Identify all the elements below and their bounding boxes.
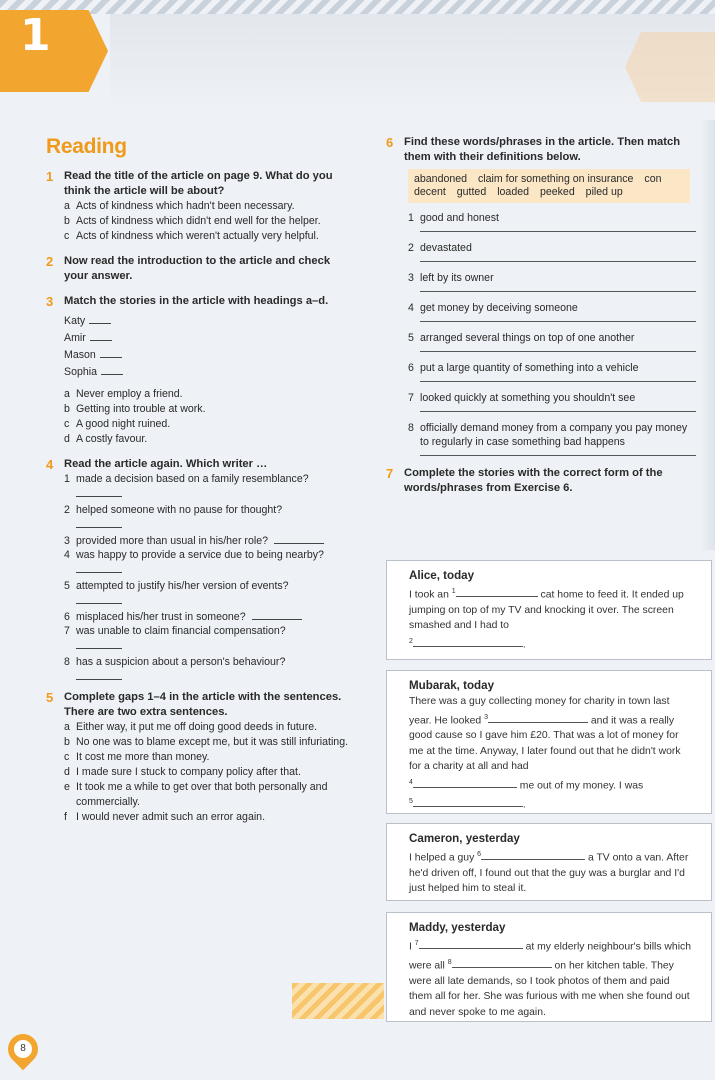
definition-item: [408, 421, 696, 449]
gap-number: 5: [409, 797, 413, 805]
answer-blank[interactable]: [89, 323, 111, 324]
option-text: It took me a while to get over that both personally and commercially.: [76, 781, 328, 808]
story-card-alice: [386, 560, 712, 660]
story-segment: on her kitchen table. They were all late demands, so I took photos of them and paid them all for her. She was furious with me when she found out and never spoke to me again.: [409, 960, 690, 1018]
gap-number: 8: [447, 958, 452, 966]
definition-text: devastated: [420, 242, 472, 254]
gap-blank[interactable]: [452, 958, 552, 968]
answer-blank[interactable]: [274, 534, 324, 544]
page-edge-shadow: [701, 120, 715, 550]
heading-option: [64, 402, 356, 417]
option-letter: a: [64, 388, 70, 400]
definition-item: [408, 211, 696, 225]
question-text: misplaced his/her trust in someone?: [76, 611, 246, 623]
story-segment: .: [522, 799, 526, 811]
option-text: No one was to blame except me, but it was still infuriating.: [76, 736, 349, 748]
sentence-option: [64, 750, 356, 765]
definition-text: put a large quantity of something into a vehicle: [420, 362, 639, 374]
exercise-number: 1: [46, 169, 54, 184]
definition-text: arranged several things on top of one another: [420, 332, 635, 344]
stripe-decoration: [292, 983, 384, 1019]
definition-number: 4: [408, 302, 414, 314]
word-item: claim for something on insurance: [477, 173, 634, 185]
story-text: [409, 936, 691, 1020]
definition-item: [408, 331, 696, 345]
option-letter: a: [64, 200, 70, 212]
heading-option: [64, 387, 356, 402]
option-letter: c: [64, 418, 70, 430]
option-text: Acts of kindness which didn't end well for the helper.: [76, 215, 321, 227]
question-line: [76, 534, 356, 548]
writer-name: Mason: [64, 349, 96, 361]
exercise-number: 7: [386, 466, 394, 481]
gap-number: 3: [484, 713, 488, 721]
sentence-option: [64, 780, 356, 810]
story-title: Maddy, yesterday: [409, 921, 506, 934]
story-card-maddy: [386, 912, 712, 1022]
definition-item: [408, 361, 696, 375]
story-card-cameron: [386, 823, 712, 901]
definition-text: officially demand money from a company you pay money to regularly in case something bad happens: [420, 422, 688, 448]
question-number: 1: [64, 473, 70, 485]
name-row: [64, 330, 356, 347]
header-background: [110, 14, 715, 109]
definition-number: 2: [408, 242, 414, 254]
name-row: [64, 364, 356, 381]
question-item: [64, 534, 356, 548]
story-segment: me out of my money. I was: [516, 780, 644, 792]
option-text: I made sure I stuck to company policy after that.: [76, 766, 301, 778]
story-title: Cameron, yesterday: [409, 832, 520, 845]
definition-text: get money by deceiving someone: [420, 302, 578, 314]
gap-number: 6: [477, 851, 482, 858]
question-number: 4: [64, 549, 70, 561]
gap-blank[interactable]: [481, 850, 585, 860]
exercise-number: 3: [46, 294, 54, 309]
question-text: has a suspicion about a person's behaviour?: [76, 656, 286, 668]
question-number: 5: [64, 580, 70, 592]
story-segment: at my elderly neighbour's bills which were all: [409, 941, 691, 972]
exercise-instruction: Read the article again. Which writer …: [64, 458, 268, 470]
option-item: [64, 214, 356, 229]
question-item: [64, 655, 356, 669]
story-title: Alice, today: [409, 569, 475, 582]
gap-blank[interactable]: [413, 797, 523, 807]
question-item: [64, 548, 356, 562]
option-text: A costly favour.: [76, 433, 148, 445]
answer-blank[interactable]: [76, 669, 122, 680]
sentence-option: [64, 735, 356, 750]
exercise-2: [46, 254, 356, 284]
exercise-instruction: Match the stories in the article with headings a–d.: [64, 295, 329, 307]
gap-blank[interactable]: [413, 778, 517, 788]
question-item: [64, 503, 356, 517]
gap-number: 2: [409, 637, 413, 645]
definition-text: looked quickly at something you shouldn't see: [420, 392, 636, 404]
question-number: 6: [64, 611, 70, 623]
answer-line[interactable]: [420, 225, 696, 232]
writer-name: Sophia: [64, 366, 97, 378]
definition-text: good and honest: [420, 212, 499, 224]
heading-option: [64, 417, 356, 432]
option-text: Acts of kindness which hadn't been necessary.: [76, 200, 295, 212]
exercise-3: [46, 294, 356, 447]
definition-number: 3: [408, 272, 414, 284]
story-segment: I took an: [409, 589, 452, 601]
question-text: made a decision based on a family resemblance?: [76, 473, 309, 485]
story-segment: I: [409, 941, 415, 953]
question-text: helped someone with no pause for thought?: [76, 504, 283, 516]
answer-line[interactable]: [420, 285, 696, 292]
question-text: attempted to justify his/her version of events?: [76, 580, 289, 592]
answer-line[interactable]: [420, 405, 696, 412]
definition-item: [408, 301, 696, 315]
section-title: Reading: [46, 135, 127, 158]
answer-blank[interactable]: [100, 357, 122, 358]
exercise-number: 2: [46, 254, 54, 269]
definition-number: 7: [408, 392, 414, 404]
option-letter: f: [64, 811, 67, 823]
option-letter: b: [64, 215, 70, 227]
question-item: [64, 579, 356, 593]
definition-item: [408, 391, 696, 405]
story-title: Mubarak, today: [409, 679, 495, 692]
left-column: [46, 135, 356, 835]
option-letter: b: [64, 403, 70, 415]
sentence-option: [64, 810, 356, 825]
story-segment: a TV onto a van. After he'd driven off, I found out that the guy was a burglar and I'd just helped him to steal it.: [409, 852, 689, 895]
answer-blank[interactable]: [76, 638, 122, 649]
answer-blank[interactable]: [76, 562, 122, 573]
option-letter: a: [64, 721, 70, 733]
answer-blank[interactable]: [101, 374, 123, 375]
question-text: was unable to claim financial compensation?: [76, 625, 286, 637]
word-item: gutted: [456, 186, 487, 198]
word-item: peeked: [539, 186, 575, 198]
gap-blank[interactable]: [419, 939, 523, 949]
exercise-instruction: Complete gaps 1–4 in the article with the sentences. There are two extra sentences.: [64, 691, 342, 718]
definition-number: 6: [408, 362, 414, 374]
option-text: Never employ a friend.: [76, 388, 183, 400]
word-item: piled up: [585, 186, 623, 198]
option-letter: c: [64, 751, 70, 763]
option-letter: d: [64, 433, 70, 445]
faded-badge-decoration: [625, 32, 715, 102]
gap-number: 1: [451, 588, 456, 595]
name-row: [64, 313, 356, 330]
question-item: [64, 610, 356, 624]
answer-blank[interactable]: [90, 340, 112, 341]
answer-line[interactable]: [420, 315, 696, 322]
answer-blank[interactable]: [76, 593, 122, 604]
exercise-number: 5: [46, 690, 54, 705]
unit-number: 1: [20, 10, 51, 61]
word-item: loaded: [497, 186, 529, 198]
exercise-number: 4: [46, 457, 54, 472]
option-letter: c: [64, 230, 70, 242]
exercise-7: [386, 466, 696, 496]
option-letter: b: [64, 736, 70, 748]
story-segment: There was a guy collecting money for charity in town last year. He looked: [409, 696, 670, 726]
option-letter: d: [64, 766, 70, 778]
sentence-option: [64, 765, 356, 780]
story-text: [409, 847, 691, 897]
answer-line[interactable]: [420, 345, 696, 352]
word-item: abandoned: [414, 173, 468, 185]
writer-name: Amir: [64, 332, 86, 344]
exercise-number: 6: [386, 135, 394, 150]
story-segment: .: [522, 639, 526, 651]
story-segment: and it was a really good cause so I gave him £20. That was a lot of money for me at the time. Anyway, I later found out that he didn't work for a charity at all and had: [409, 714, 681, 773]
story-segment: I helped a guy: [409, 852, 478, 864]
option-text: Either way, it put me off doing good deeds in future.: [76, 721, 318, 733]
right-column: [386, 135, 696, 506]
answer-blank[interactable]: [76, 517, 122, 528]
gap-blank[interactable]: [413, 637, 523, 647]
question-item: [64, 624, 356, 638]
gap-number: 4: [409, 778, 413, 786]
gap-number: 7: [414, 940, 419, 947]
top-stripe-decoration: [0, 0, 715, 14]
question-text: was happy to provide a service due to being nearby?: [76, 549, 324, 561]
gap-blank[interactable]: [488, 713, 588, 723]
definition-number: 5: [408, 332, 414, 344]
question-line: [76, 610, 356, 624]
gap-blank[interactable]: [456, 587, 538, 597]
exercise-6: [386, 135, 696, 456]
writer-name: Katy: [64, 315, 86, 327]
question-text: provided more than usual in his/her role?: [76, 535, 268, 547]
word-box: [408, 169, 690, 203]
definition-number: 8: [408, 422, 414, 434]
option-text: A good night ruined.: [76, 418, 171, 430]
option-item: [64, 229, 356, 244]
definition-item: [408, 271, 696, 285]
sentence-option: [64, 720, 356, 735]
question-number: 8: [64, 656, 70, 668]
option-text: It cost me more than money.: [76, 751, 210, 763]
definition-item: [408, 241, 696, 255]
name-row: [64, 347, 356, 364]
option-text: Acts of kindness which weren't actually very helpful.: [76, 230, 319, 242]
question-number: 3: [64, 535, 70, 547]
exercise-instruction: Read the title of the article on page 9. What do you think the article will be about?: [64, 170, 333, 197]
story-text: [409, 694, 691, 813]
heading-option: [64, 432, 356, 447]
exercise-1: [46, 169, 356, 244]
name-list: [64, 313, 356, 381]
exercise-instruction: Complete the stories with the correct form of the words/phrases from Exercise 6.: [404, 467, 663, 494]
exercise-4: [46, 457, 356, 680]
exercise-instruction: Now read the introduction to the article and check your answer.: [64, 255, 331, 282]
option-text: I would never admit such an error again.: [76, 811, 266, 823]
answer-blank[interactable]: [76, 486, 122, 497]
question-list: [64, 472, 356, 680]
question-number: 7: [64, 625, 70, 637]
story-card-mubarak: [386, 670, 712, 814]
word-item: con: [644, 173, 662, 185]
definition-text: left by its owner: [420, 272, 494, 284]
exercise-5: [46, 690, 356, 825]
question-number: 2: [64, 504, 70, 516]
answer-line[interactable]: [420, 375, 696, 382]
word-item: decent: [414, 186, 446, 198]
option-item: [64, 199, 356, 214]
page-number: 8: [14, 1040, 32, 1058]
question-item: [64, 472, 356, 486]
option-text: Getting into trouble at work.: [76, 403, 206, 415]
exercise-instruction: Find these words/phrases in the article. Then match them with their definitions below.: [404, 136, 681, 163]
answer-line[interactable]: [420, 449, 696, 456]
story-segment: cat home to feed it. It ended up jumping on top of my TV and knocking it over. The screen smashed and I had to: [409, 589, 684, 632]
definition-list: [408, 211, 696, 456]
story-text: [409, 584, 691, 653]
answer-line[interactable]: [420, 255, 696, 262]
definition-number: 1: [408, 212, 414, 224]
option-letter: e: [64, 781, 70, 793]
answer-blank[interactable]: [252, 610, 302, 620]
